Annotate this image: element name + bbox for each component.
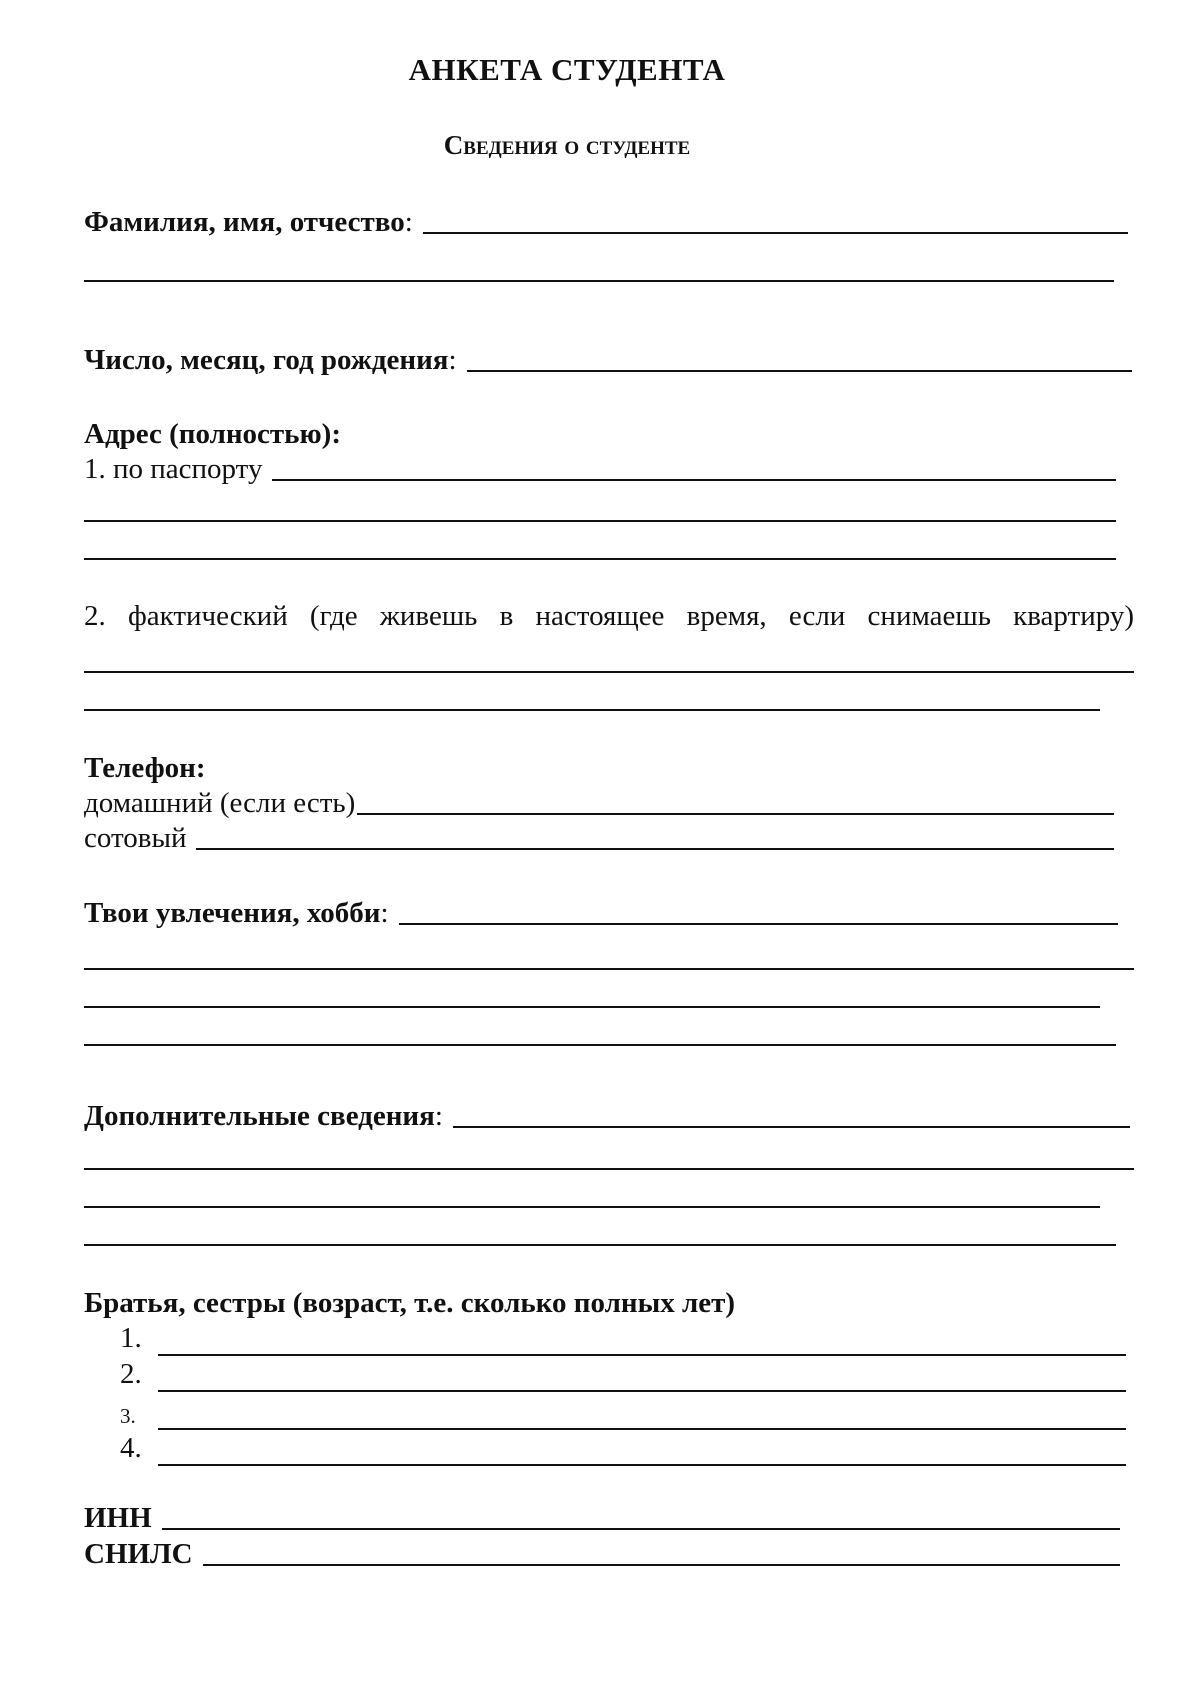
sibling-field-2[interactable]	[158, 1390, 1126, 1392]
address-passport-row	[84, 453, 1116, 485]
extra-colon: :	[434, 1100, 443, 1132]
birth-label: Число, месяц, год рождения	[84, 344, 449, 376]
sibling-field-1[interactable]	[158, 1354, 1126, 1356]
sibling-number-4: 4.	[120, 1432, 142, 1464]
sibling-number-2: 2.	[120, 1358, 142, 1390]
hobby-line-2[interactable]	[84, 968, 1134, 970]
form-subtitle: Сведения о студенте	[443, 130, 691, 160]
extra-line-2[interactable]	[84, 1168, 1134, 1170]
extra-line-3[interactable]	[84, 1206, 1100, 1208]
snils-label: СНИЛС	[84, 1538, 193, 1570]
snils-row	[84, 1538, 1120, 1570]
address-actual-label: 2. фактический (где живешь в настоящее время, если снимаешь квартиру)	[84, 600, 1134, 632]
phone-home-label: домашний (если есть)	[84, 787, 356, 819]
phone-mobile-row	[84, 822, 1114, 854]
hobby-row	[84, 897, 1118, 929]
address-passport-label: 1. по паспорту	[84, 453, 263, 485]
hobby-label: Твои увлечения, хобби	[84, 897, 381, 929]
extra-field[interactable]	[453, 1126, 1130, 1128]
fio-label: Фамилия, имя, отчество	[84, 206, 405, 238]
hobby-field[interactable]	[399, 923, 1118, 925]
address-passport-line-3[interactable]	[84, 558, 1116, 560]
hobby-line-3[interactable]	[84, 1006, 1100, 1008]
fio-field[interactable]	[423, 232, 1128, 234]
sibling-field-3[interactable]	[158, 1428, 1126, 1430]
extra-row	[84, 1100, 1130, 1132]
siblings-header: Братья, сестры (возраст, т.е. сколько полных лет)	[84, 1287, 736, 1319]
birth-colon: :	[448, 344, 457, 376]
sibling-number-3: 3.	[120, 1404, 136, 1428]
phone-header: Телефон:	[84, 752, 206, 784]
phone-home-field[interactable]	[357, 813, 1114, 815]
snils-field[interactable]	[203, 1564, 1120, 1566]
birth-row	[84, 344, 1132, 376]
address-passport-field[interactable]	[272, 479, 1116, 481]
address-header: Адрес (полностью):	[84, 418, 341, 450]
extra-label: Дополнительные сведения	[84, 1100, 435, 1132]
inn-field[interactable]	[162, 1528, 1120, 1530]
fio-field-line-2[interactable]	[84, 280, 1114, 282]
fio-row	[84, 206, 1128, 238]
phone-mobile-field[interactable]	[196, 848, 1114, 850]
extra-line-4[interactable]	[84, 1244, 1116, 1246]
hobby-line-4[interactable]	[84, 1044, 1116, 1046]
hobby-colon: :	[380, 897, 389, 929]
phone-home-row	[84, 787, 1114, 819]
inn-label: ИНН	[84, 1502, 152, 1534]
sibling-field-4[interactable]	[158, 1464, 1126, 1466]
form-title: АНКЕТА СТУДЕНТА	[408, 52, 726, 87]
sibling-number-1: 1.	[120, 1322, 142, 1354]
address-passport-line-2[interactable]	[84, 520, 1116, 522]
address-actual-line-1[interactable]	[84, 671, 1134, 673]
inn-row	[84, 1502, 1120, 1534]
birth-field[interactable]	[467, 370, 1132, 372]
phone-mobile-label: сотовый	[84, 822, 187, 854]
address-actual-line-2[interactable]	[84, 709, 1100, 711]
fio-colon: :	[404, 206, 413, 238]
